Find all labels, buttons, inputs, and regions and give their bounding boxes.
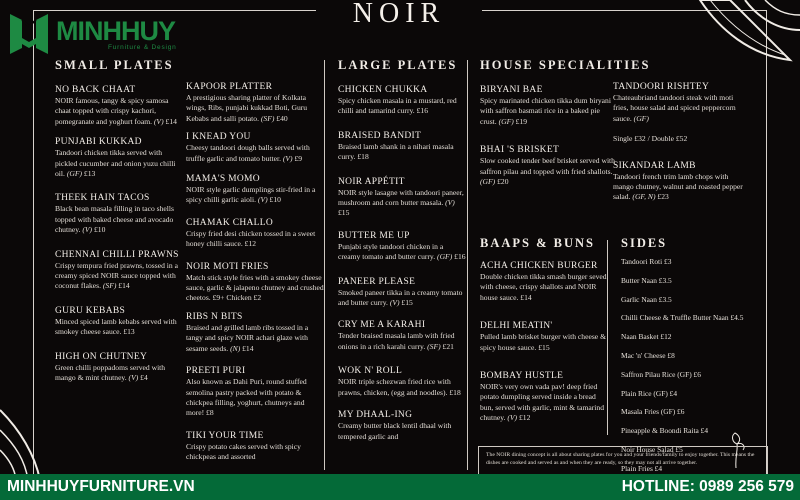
dietary-tag: (V) [128, 373, 139, 383]
menu-item [338, 320, 466, 352]
menu-item [480, 85, 615, 127]
description-text: Braised lamb shank in a nihari masala curry. [338, 141, 454, 162]
menu-item-price: £20 [497, 177, 509, 187]
menu-item-name: DELHI MEATIN' [480, 321, 553, 332]
brand-tagline: Furniture & Design [108, 43, 177, 51]
description-text: Creamy butter black lentil dhaal with tempered garlic and [338, 421, 452, 441]
menu-item [186, 218, 324, 250]
description-text: Crispy potato cakes served with spicy chickpeas and assorted [186, 441, 301, 462]
column-divider [324, 60, 325, 470]
section-title-baaps-buns: BAAPS & BUNS [480, 236, 595, 250]
menu-item-price: £16 [454, 252, 466, 262]
menu-item-name: CHAMAK CHALLO [186, 217, 274, 228]
menu-item-name: MAMA'S MOMO [186, 174, 260, 185]
dietary-tag: (V) [282, 153, 293, 163]
menu-item-price: £14 [118, 281, 130, 291]
menu-item-description [480, 96, 615, 127]
menu-item-description [338, 242, 466, 263]
menu-item [186, 174, 324, 206]
menu-item-description [55, 363, 180, 384]
menu-item-name: SIKANDAR LAMB [613, 160, 696, 171]
description-text: NOIR style garlic dumplings stir-fried in a spicy chilli garlic aioli. [186, 185, 316, 205]
menu-item [480, 261, 610, 303]
side-item: Butter Naan £3.5 [621, 275, 672, 285]
menu-item-description [338, 288, 466, 309]
menu-item-name: WOK N' ROLL [338, 366, 403, 377]
description-text: Tender braised masala lamb with fried onions in a rich karahi curry. [338, 331, 455, 351]
description-text: Cheesy tandoori dough balls served with truffle garlic and tomato butter. [186, 143, 310, 163]
menu-item [55, 352, 180, 384]
menu-item-name: PANEER PLEASE [338, 276, 416, 287]
side-item: Plain Fries £4 [621, 463, 663, 473]
menu-item [613, 134, 748, 144]
menu-item [186, 312, 324, 354]
description-text: A prestigious sharing platter of Kolkata wings, Ribs, punjabi kukkad Boti, Guru Kebabs and salli potato. [186, 93, 308, 123]
menu-item-price: £4 [140, 373, 148, 383]
description-text: Green chilli poppadoms served with mango & mint chutney. [55, 362, 166, 383]
menu-item-name: NO BACK CHAAT [55, 85, 136, 95]
menu-item-name: KAPOOR PLATTER [186, 82, 273, 92]
menu-item-price: £16 [416, 106, 428, 116]
side-item: Noir House Salad £5 [621, 444, 683, 454]
menu-item-price: £14 [242, 343, 254, 353]
description-text: Smoked paneer tikka in a creamy tomato and butter curry. [338, 287, 463, 308]
hotline: HOTLINE: 0989 256 579 [621, 478, 794, 495]
menu-item-name: THEEK HAIN TACOS [55, 193, 150, 204]
description-text: Minced spiced lamb kebabs served with smokey cheese sauce. [55, 316, 177, 337]
menu-item-price: £15 [401, 298, 413, 308]
menu-item-description [480, 382, 610, 424]
description-text: NOIR style lasagne with tandoori paneer, mushroom and corn butter masala. [338, 187, 464, 208]
menu-item [186, 431, 324, 463]
menu-item-price: £14 [165, 116, 177, 126]
description-text: NOIR triple schezwan fried rice with prawns, chicken, (egg and noodles). [338, 377, 451, 397]
house-specialities-col2 [613, 82, 748, 203]
description-text: Pulled lamb brisket burger with cheese & spicy house sauce. [480, 332, 606, 352]
dietary-tag: (SF) [427, 341, 441, 351]
menu-item-name: BRAISED BANDIT [338, 130, 422, 141]
side-item: Masala Fries (GF) £6 [621, 407, 685, 417]
menu-item-price: £12 [244, 239, 257, 249]
menu-item-price: £12 [518, 413, 531, 423]
dietary-tag: (V) [257, 195, 268, 205]
menu-item-name: BOMBAY HUSTLE [480, 371, 564, 382]
menu-item [55, 85, 180, 127]
menu-item [338, 277, 466, 309]
menu-item-price: £40 [276, 113, 288, 123]
side-item: Tandoori Roti £3 [621, 257, 672, 266]
menu-item-description [613, 93, 748, 124]
menu-item-description [338, 331, 466, 352]
menu-item-name: ACHA CHICKEN BURGER [480, 261, 598, 271]
menu-item [55, 137, 180, 179]
side-item: Garlic Naan £3.5 [621, 294, 672, 304]
menu-item-name: CHICKEN CHUKKA [338, 85, 428, 95]
menu-item-name: BUTTER ME UP [338, 230, 410, 241]
side-item: Pineapple & Boondi Raita £4 [621, 426, 709, 436]
menu-item-name: TIKI YOUR TIME [186, 430, 264, 441]
menu-item [186, 366, 324, 419]
menu-item-price: £9 [294, 153, 303, 163]
menu-item-price: £18 [357, 152, 369, 162]
menu-item-name: CHENNAI CHILLI PRAWNS [55, 249, 179, 260]
brand-logo [8, 10, 177, 58]
menu-item-price: £23 [657, 192, 669, 202]
description-text: Tandoori french trim lamb chops with mango chutney, walnut and roasted pepper salad. [613, 171, 743, 202]
menu-item [55, 306, 180, 338]
dietary-tag: (SF) [102, 281, 117, 291]
large-plates-column [338, 58, 466, 442]
side-item: Mac 'n' Cheese £8 [621, 350, 675, 360]
section-title-house-specialities: HOUSE SPECIALITIES [480, 58, 651, 72]
menu-item [55, 193, 180, 235]
dietary-tag: (SF) [260, 113, 275, 123]
menu-item-price: £14 [520, 292, 532, 302]
menu-item [480, 145, 615, 187]
menu-item-description [55, 204, 180, 235]
menu-item-description [186, 185, 324, 206]
dietary-tag: (GF) [498, 116, 514, 126]
description-text: Punjabi style tandoori chicken in a creamy tomato and butter curry. [338, 241, 444, 262]
menu-item-price: £19 [515, 116, 528, 126]
description-text: NOIR's very own vada pav! deep fried potato dumpling served inside a bread bun, served with garlic, mint & tamarind chutney. [480, 382, 605, 423]
side-item: Chilli Cheese & Truffle Butter Naan £4.5 [621, 313, 744, 323]
description-text: Crispy fried desi chicken tossed in a sweet honey chilli sauce. [186, 228, 316, 249]
description-text: Single £32 / Double £52 [613, 134, 688, 144]
menu-item-description [186, 377, 324, 419]
leaf-decoration-icon [690, 0, 800, 75]
menu-item-price: £8 [206, 408, 214, 418]
menu-item [338, 85, 466, 117]
description-text: Double chicken tikka smash burger seved with cheese, crispy shallots and NOIR house sauce. [480, 272, 607, 302]
menu-item-name: MY DHAAL-ING [338, 410, 413, 421]
menu-item [338, 231, 466, 263]
menu-item-description [480, 332, 610, 353]
restaurant-title: NOIR [352, 0, 446, 29]
menu-item-description [338, 96, 466, 117]
menu-item-name: NOIR MOTI FRIES [186, 261, 269, 272]
menu-item-description [55, 261, 180, 292]
section-title-sides: SIDES [621, 236, 668, 250]
dietary-tag: (GF) [633, 113, 649, 123]
leaf-decoration-icon [0, 400, 50, 480]
section-title-large-plates: LARGE PLATES [338, 58, 458, 72]
menu-item-price: £10 [269, 195, 281, 205]
menu-item-price: £9+ Chicken £2 [212, 293, 262, 303]
menu-item-price: £10 [93, 225, 106, 235]
side-item: Saffron Pilau Rice (GF) £6 [621, 369, 701, 379]
menu-item-name: CRY ME A KARAHI [338, 320, 426, 331]
menu-item-price: £13 [123, 327, 135, 337]
menu-item [186, 262, 324, 304]
description-text: Also known as Dahi Puri, round stuffed semolina pastry packed with potato & chickpea filling, yoghurt, chutneys and more! [186, 377, 307, 418]
description-text: Match stick style fries with a smokey cheese sauce, garlic & jalapeno chutney and crushed cheetos. [186, 272, 324, 303]
menu-item-price: £15 [538, 342, 550, 352]
description-text: NOIR famous, tangy & spicy samosa chaat topped with crispy kachori, pomegranate and yoghurt foam. [55, 96, 169, 126]
column-divider [607, 240, 608, 435]
brand-name: MINHHUY [56, 15, 175, 46]
menu-item-description [338, 377, 466, 398]
menu-item [480, 321, 610, 353]
section-title-small-plates: SMALL PLATES [55, 58, 174, 72]
menu-item [338, 131, 466, 163]
menu-item-description [186, 93, 324, 124]
menu-item-description [186, 323, 324, 354]
website-link[interactable]: MINHHUYFURNITURE.VN [7, 478, 195, 495]
menu-item-price: £13 [83, 169, 96, 179]
menu-item-price: £21 [442, 341, 454, 351]
description-text: Tandoori chicken tikka served with pickled cucumber and onion yuzu chilli oil. [55, 148, 176, 179]
menu-item-description [338, 188, 466, 219]
small-plates-col2 [186, 82, 324, 463]
menu-item [613, 82, 748, 124]
menu-item-description [186, 143, 324, 164]
dietary-tag: (V) [153, 116, 164, 126]
description-text: Spicy marinated chicken tikka dum biryani with saffron basmati rice in a baked pie crust. [480, 96, 611, 126]
column-divider [467, 60, 468, 470]
menu-item-price: £18 [449, 387, 461, 397]
menu-item-description [338, 421, 466, 442]
menu-item-name: BHAI 'S BRISKET [480, 145, 560, 156]
dietary-tag: (V) [82, 225, 93, 235]
menu-item [613, 161, 748, 203]
dietary-tag: (GF, N) [632, 192, 656, 202]
footer-bar [0, 474, 800, 500]
menu-item-description [338, 142, 466, 163]
sides-column [621, 236, 781, 479]
side-item: Plain Rice (GF) £4 [621, 388, 678, 398]
dietary-tag: (V) [389, 298, 400, 308]
menu-item-description [186, 229, 324, 250]
menu-item [186, 132, 324, 164]
description-text: Spicy chicken masala in a mustard, red chilli and tamarind curry. [338, 96, 457, 116]
menu-item [186, 82, 324, 124]
menu-item-name: PUNJABI KUKKAD [55, 137, 142, 148]
description-text: Crispy tempura fried prawns, tossed in a creamy spiced NOIR sauce topped with coconut flakes. [55, 260, 178, 291]
menu-item-name: I KNEAD YOU [186, 132, 251, 143]
dietary-tag: (GF) [480, 177, 496, 187]
menu-item [338, 410, 466, 442]
menu-item-description [55, 96, 180, 127]
menu-item-name: TANDOORI RISHTEY [613, 82, 710, 92]
menu-item [338, 366, 466, 398]
menu-item-description [480, 272, 610, 303]
description-text: Chateaubriand tandoori steak with moti fries, house salad and spiced peppercorn sauce. [613, 93, 736, 123]
menu-item [338, 177, 466, 219]
menu-item-description [613, 172, 748, 203]
dietary-tag: (V) [507, 413, 518, 423]
menu-item-name: GURU KEBABS [55, 305, 126, 316]
menu-item-description [55, 148, 180, 179]
dietary-tag: (V) [445, 198, 455, 208]
dietary-tag: (GF) [66, 169, 83, 179]
menu-item-description [186, 273, 324, 304]
small-plates-col1 [55, 58, 180, 384]
menu-item-name: BIRYANI BAE [480, 85, 543, 95]
dietary-tag: (GF) [437, 252, 453, 262]
menu-item [480, 371, 610, 424]
menu-item-name: PREETI PURI [186, 366, 246, 377]
baaps-buns-column [480, 236, 610, 424]
menu-item-description [613, 134, 748, 144]
dietary-tag: (N) [230, 343, 241, 353]
menu-item-price: £15 [338, 208, 350, 218]
menu-item-name: HIGH ON CHUTNEY [55, 351, 148, 362]
menu-item-name: NOIR APPÉTIT [338, 176, 405, 187]
minhhuy-logo-icon [8, 10, 50, 58]
menu-item-description [480, 156, 615, 187]
menu-item-name: RIBS N BITS [186, 311, 243, 322]
description-text: Slow cooked tender beef brisket served with saffron pilau and topped with fried shallots. [480, 156, 615, 176]
description-text: Braised and grilled lamb ribs tossed in a tangy and spicy NOIR achari glaze with sesame seeds. [186, 322, 309, 353]
menu-item [55, 250, 180, 292]
description-text: Black bean masala filling in taco shells topped with baked cheese and avocado chutney. [55, 204, 174, 235]
dining-concept-note: The NOIR dining concept is all about sharing plates for you and your friends/family to enjoy together. This means the dishes are cooked and served as and when they are ready, so they may not all arrive together. [478, 446, 768, 482]
menu-item-description [55, 317, 180, 338]
side-item: Naan Basket £12 [621, 332, 672, 342]
menu-item-description [186, 442, 324, 463]
